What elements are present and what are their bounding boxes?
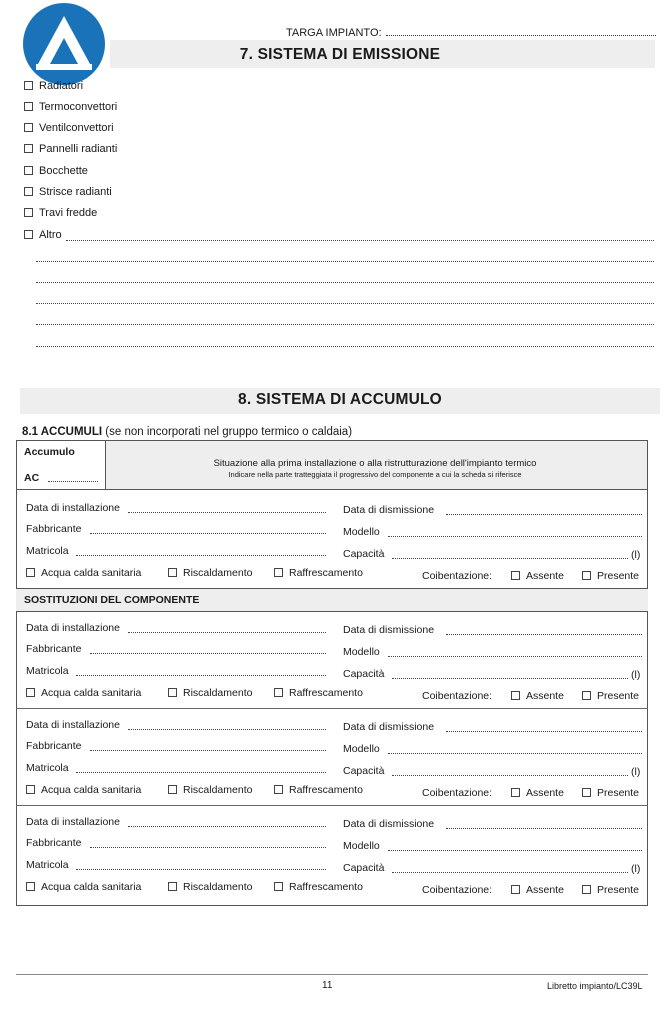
capacita-unit: (l) (631, 863, 641, 875)
emission-option (24, 143, 117, 155)
modello-field[interactable] (388, 850, 642, 851)
riscaldamento-option (168, 567, 252, 579)
modello-label: Modello (343, 743, 380, 755)
capacita-field[interactable] (392, 678, 628, 679)
accumulo-label: Accumulo (24, 446, 75, 458)
emission-option (24, 80, 83, 92)
checkbox-icon[interactable] (168, 785, 177, 794)
checkbox-icon[interactable] (24, 144, 33, 153)
acqua-calda-option (26, 687, 141, 699)
data-installazione-label: Data di installazione (26, 502, 120, 514)
acqua-calda-option (26, 567, 141, 579)
checkbox-icon[interactable] (24, 230, 33, 239)
capacita-label: Capacità (343, 668, 385, 680)
checkbox-icon[interactable] (24, 208, 33, 217)
assente-option (511, 570, 564, 582)
presente-option-label: Presente (597, 570, 640, 582)
raffrescamento-option-label: Raffrescamento (289, 784, 363, 796)
riscaldamento-option-label: Riscaldamento (183, 687, 253, 699)
modello-field[interactable] (388, 536, 642, 537)
block-separator (16, 708, 648, 709)
notes-dotted-line[interactable] (36, 282, 654, 283)
data-dismissione-label: Data di dismissione (343, 504, 435, 516)
footer-rule (16, 974, 648, 975)
checkbox-icon[interactable] (24, 187, 33, 196)
assente-option-label: Assente (526, 570, 564, 582)
raffrescamento-option-label: Raffrescamento (289, 881, 363, 893)
data-dismissione-field[interactable] (446, 731, 642, 732)
checkbox-icon[interactable] (582, 691, 591, 700)
notes-dotted-line[interactable] (36, 261, 654, 262)
capacita-field[interactable] (392, 872, 628, 873)
option-label: Travi fredde (39, 207, 98, 219)
modello-field[interactable] (388, 753, 642, 754)
fabbricante-field[interactable] (90, 750, 326, 751)
checkbox-icon[interactable] (26, 882, 35, 891)
coibentazione-label: Coibentazione: (422, 570, 493, 582)
assente-option (511, 884, 564, 896)
data-dismissione-label: Data di dismissione (343, 721, 435, 733)
capacita-label: Capacità (343, 765, 385, 777)
acqua-calda-option-label: Acqua calda sanitaria (41, 881, 142, 893)
checkbox-icon[interactable] (168, 688, 177, 697)
checkbox-icon[interactable] (24, 81, 33, 90)
riscaldamento-option-label: Riscaldamento (183, 784, 253, 796)
checkbox-icon[interactable] (24, 102, 33, 111)
presente-option (582, 884, 639, 896)
data-installazione-field[interactable] (128, 826, 326, 827)
section8-title: 8. SISTEMA DI ACCUMULO (238, 391, 442, 408)
capacita-unit: (l) (631, 549, 641, 561)
section8-subtitle (22, 426, 352, 438)
modello-field[interactable] (388, 656, 642, 657)
checkbox-icon[interactable] (582, 788, 591, 797)
checkbox-icon[interactable] (24, 123, 33, 132)
fabbricante-label: Fabbricante (26, 523, 82, 535)
option-label: Pannelli radianti (39, 143, 118, 155)
matricola-label: Matricola (26, 859, 69, 871)
capacita-field[interactable] (392, 775, 628, 776)
capacita-unit: (l) (631, 766, 641, 778)
raffrescamento-option (274, 567, 363, 579)
checkbox-icon[interactable] (168, 882, 177, 891)
option-label: Radiatori (39, 80, 84, 92)
option-label: Bocchette (39, 165, 88, 177)
checkbox-icon[interactable] (26, 785, 35, 794)
raffrescamento-option (274, 784, 363, 796)
checkbox-icon[interactable] (511, 788, 520, 797)
ac-text: AC (24, 472, 40, 484)
presente-option-label: Presente (597, 884, 640, 896)
data-installazione-field[interactable] (128, 512, 326, 513)
presente-option (582, 787, 639, 799)
ac-label (24, 472, 39, 484)
riscaldamento-option-label: Riscaldamento (183, 567, 253, 579)
acqua-calda-option-label: Acqua calda sanitaria (41, 687, 142, 699)
checkbox-icon[interactable] (274, 785, 283, 794)
riscaldamento-option-label: Riscaldamento (183, 881, 253, 893)
assente-option-label: Assente (526, 787, 564, 799)
assente-option-label: Assente (526, 690, 564, 702)
matricola-field[interactable] (76, 675, 326, 676)
subtitle-rest: (se non incorporati nel gruppo termico o caldaia) (102, 426, 353, 438)
logo-icon (22, 2, 106, 86)
data-installazione-label: Data di installazione (26, 622, 120, 634)
checkbox-icon[interactable] (511, 885, 520, 894)
option-label: Ventilconvettori (39, 122, 114, 134)
checkbox-icon[interactable] (274, 882, 283, 891)
option-label: Termoconvettori (39, 101, 118, 113)
fabbricante-field[interactable] (90, 847, 326, 848)
presente-option (582, 690, 639, 702)
fabbricante-label: Fabbricante (26, 643, 82, 655)
checkbox-icon[interactable] (511, 571, 520, 580)
fabbricante-field[interactable] (90, 533, 326, 534)
checkbox-icon[interactable] (511, 691, 520, 700)
coibentazione-label: Coibentazione: (422, 787, 493, 799)
subtitle-bold: 8.1 ACCUMULI (22, 426, 103, 438)
presente-option-label: Presente (597, 690, 640, 702)
data-dismissione-field[interactable] (446, 514, 642, 515)
notes-dotted-line[interactable] (36, 303, 654, 304)
presente-option-label: Presente (597, 787, 640, 799)
checkbox-icon[interactable] (26, 688, 35, 697)
notes-dotted-line[interactable] (36, 324, 654, 325)
matricola-field[interactable] (76, 555, 326, 556)
altro-dotted-line[interactable] (66, 240, 654, 241)
data-dismissione-label: Data di dismissione (343, 818, 435, 830)
matricola-field[interactable] (76, 869, 326, 870)
emission-option (24, 207, 97, 219)
modello-label: Modello (343, 646, 380, 658)
checkbox-icon[interactable] (582, 571, 591, 580)
sostituzioni-label: SOSTITUZIONI DEL COMPONENTE (24, 594, 200, 606)
matricola-label: Matricola (26, 762, 69, 774)
raffrescamento-option-label: Raffrescamento (289, 567, 363, 579)
fabbricante-label: Fabbricante (26, 740, 82, 752)
targa-label: TARGA IMPIANTO: (286, 27, 382, 39)
matricola-label: Matricola (26, 545, 69, 557)
coibentazione-label: Coibentazione: (422, 884, 493, 896)
targa-impianto-field (286, 26, 656, 39)
checkbox-icon[interactable] (582, 885, 591, 894)
targa-dotted-line[interactable] (386, 26, 656, 36)
data-installazione-label: Data di installazione (26, 719, 120, 731)
doc-id: Libretto impianto/LC39L (547, 981, 643, 991)
option-label: Strisce radianti (39, 186, 112, 198)
capacita-label: Capacità (343, 548, 385, 560)
acqua-calda-option-label: Acqua calda sanitaria (41, 784, 142, 796)
matricola-label: Matricola (26, 665, 69, 677)
checkbox-icon[interactable] (26, 568, 35, 577)
page-number: 11 (322, 980, 333, 991)
fabbricante-label: Fabbricante (26, 837, 82, 849)
option-label: Altro (39, 229, 62, 241)
checkbox-icon[interactable] (274, 688, 283, 697)
presente-option (582, 570, 639, 582)
data-dismissione-field[interactable] (446, 634, 642, 635)
situation-note: Indicare nella parte tratteggiata il progressivo del componente a cui la scheda si riferisce (228, 470, 522, 479)
emission-option (24, 122, 114, 134)
modello-label: Modello (343, 526, 380, 538)
data-installazione-label: Data di installazione (26, 816, 120, 828)
emission-option (24, 101, 117, 113)
emission-option (24, 229, 62, 241)
data-dismissione-field[interactable] (446, 828, 642, 829)
situation-title: Situazione alla prima installazione o alla ristrutturazione dell'impianto termico (213, 458, 537, 469)
checkbox-icon[interactable] (24, 166, 33, 175)
riscaldamento-option (168, 687, 252, 699)
ac-dotted-field[interactable] (48, 481, 98, 482)
modello-label: Modello (343, 840, 380, 852)
acqua-calda-option-label: Acqua calda sanitaria (41, 567, 142, 579)
assente-option-label: Assente (526, 884, 564, 896)
data-installazione-field[interactable] (128, 729, 326, 730)
notes-dotted-line[interactable] (36, 346, 654, 347)
assente-option (511, 787, 564, 799)
checkbox-icon[interactable] (274, 568, 283, 577)
riscaldamento-option (168, 881, 252, 893)
capacita-label: Capacità (343, 862, 385, 874)
block-separator (16, 805, 648, 806)
acqua-calda-option (26, 881, 141, 893)
checkbox-icon[interactable] (168, 568, 177, 577)
section7-title: 7. SISTEMA DI EMISSIONE (239, 46, 441, 63)
matricola-field[interactable] (76, 772, 326, 773)
data-installazione-field[interactable] (128, 632, 326, 633)
raffrescamento-option-label: Raffrescamento (289, 687, 363, 699)
acqua-calda-option (26, 784, 141, 796)
data-dismissione-label: Data di dismissione (343, 624, 435, 636)
raffrescamento-option (274, 687, 363, 699)
coibentazione-label: Coibentazione: (422, 690, 493, 702)
riscaldamento-option (168, 784, 252, 796)
fabbricante-field[interactable] (90, 653, 326, 654)
emission-option (24, 186, 112, 198)
emission-option (24, 165, 88, 177)
capacita-field[interactable] (392, 558, 628, 559)
capacita-unit: (l) (631, 669, 641, 681)
assente-option (511, 690, 564, 702)
raffrescamento-option (274, 881, 363, 893)
